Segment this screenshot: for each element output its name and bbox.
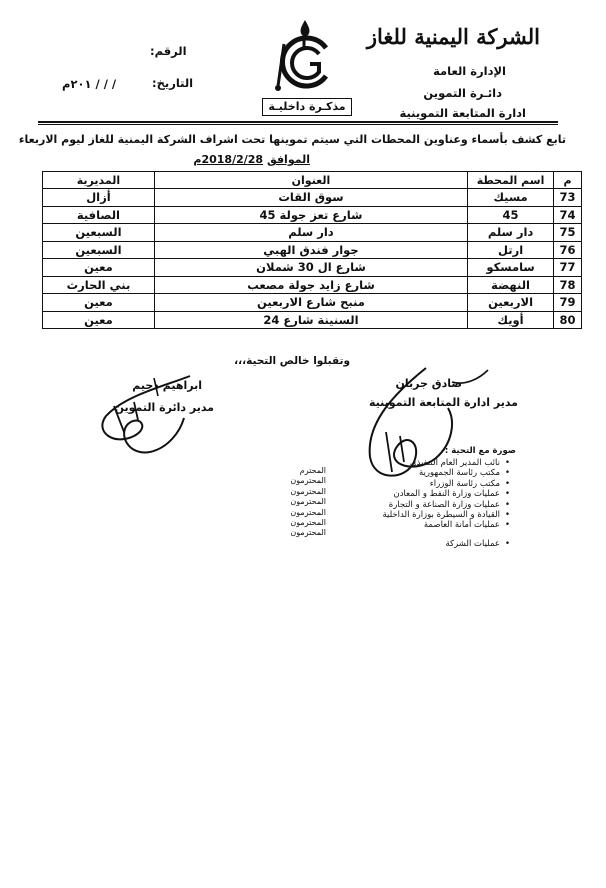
row-number: 80 bbox=[554, 311, 582, 329]
date-value: ٢٠١م / / / bbox=[62, 77, 117, 91]
row-address: منبح شارع الاربعين bbox=[154, 294, 467, 312]
table-row bbox=[43, 294, 582, 312]
row-station: الاربعين bbox=[468, 294, 554, 312]
header-district: المديرية bbox=[43, 172, 155, 189]
row-station: ارتل bbox=[468, 241, 554, 259]
table-row bbox=[43, 311, 582, 329]
company-name: الشركة اليمنية للغاز bbox=[366, 24, 540, 49]
list-item: • القيادة و السيطرة بوزارة الداخلية bbox=[360, 510, 510, 520]
row-number: 79 bbox=[554, 294, 582, 312]
supply-department: دائـرة التموين bbox=[423, 86, 502, 100]
table-row bbox=[43, 206, 582, 224]
company-logo-icon bbox=[272, 18, 338, 96]
header-divider-thin bbox=[38, 124, 558, 125]
row-address: شارع تعز جولة 45 bbox=[154, 206, 467, 224]
list-item: • عمليات وزارة النفط و المعادن bbox=[360, 489, 510, 499]
list-item: • عمليات أمانة العاصمة bbox=[360, 520, 510, 530]
signatory-right-title: مدير ادارة المتابعة التموينية bbox=[369, 396, 518, 409]
row-number: 75 bbox=[554, 224, 582, 242]
document-title: تابع كشف بأسماء وعناوين المحطات التي سيتم تموينها تحت اشراف الشركة اليمنية للغاز ليوم الاربعاء bbox=[18, 133, 566, 146]
date-label: التاريخ: bbox=[152, 76, 194, 90]
signatory-right-name: صادق جربان bbox=[395, 377, 462, 390]
list-item: المحترمون bbox=[290, 518, 326, 528]
list-item: المحترمون bbox=[290, 486, 326, 496]
row-number: 77 bbox=[554, 259, 582, 277]
row-address: السنينة شارع 24 bbox=[154, 311, 467, 329]
row-address: دار سلم bbox=[154, 224, 467, 242]
row-district: معين bbox=[43, 294, 155, 312]
row-address: جوار فندق الهبي bbox=[154, 241, 467, 259]
signatory-left-name: ابراهيم دحيم bbox=[132, 379, 202, 392]
row-address: شارع زايد جولة مصعب bbox=[154, 276, 467, 294]
table-row bbox=[43, 189, 582, 207]
list-item: • نائب المدير العام التنفيذي bbox=[360, 458, 510, 468]
row-address: سوق القات bbox=[154, 189, 467, 207]
row-station: سامسكو bbox=[468, 259, 554, 277]
row-station: 45 bbox=[468, 206, 554, 224]
header-address: العنوان bbox=[154, 172, 467, 189]
row-district: السبعين bbox=[43, 241, 155, 259]
header-station: اسم المحطة bbox=[468, 172, 554, 189]
general-administration: الإدارة العامة bbox=[433, 64, 506, 78]
stations-table bbox=[42, 171, 582, 329]
row-district: بني الحارث bbox=[43, 276, 155, 294]
left-signature-icon bbox=[94, 366, 204, 466]
row-station: دار سلم bbox=[468, 224, 554, 242]
list-item: المحترم bbox=[299, 466, 326, 475]
document-date-prefix: الموافق bbox=[266, 153, 310, 166]
row-district: الصافية bbox=[43, 206, 155, 224]
table-row bbox=[43, 224, 582, 242]
cc-list bbox=[360, 458, 510, 549]
row-address: شارع ال 30 شملان bbox=[154, 259, 467, 277]
follow-up-department: ادارة المتابعة التموينية bbox=[399, 106, 526, 120]
signatory-left-title: مدير دائرة التموين bbox=[114, 401, 214, 414]
list-item: • عمليات وزارة الصناعة و التجارة bbox=[360, 500, 510, 510]
list-item: المحترمون bbox=[290, 476, 326, 486]
cc-heading: صورة مع التحية :- bbox=[441, 446, 516, 456]
table-row bbox=[43, 241, 582, 259]
row-district: معين bbox=[43, 259, 155, 277]
list-item: • مكتب رئاسة الوزراء bbox=[360, 479, 510, 489]
list-item: المحترمون bbox=[290, 528, 326, 538]
row-number: 76 bbox=[554, 241, 582, 259]
row-number: 78 bbox=[554, 276, 582, 294]
list-item: المحترمون bbox=[290, 507, 326, 517]
reference-number-label: الرقم: bbox=[150, 44, 187, 58]
row-station: النهضة bbox=[468, 276, 554, 294]
list-item: • عمليات الشركة bbox=[360, 539, 510, 549]
table-row bbox=[43, 259, 582, 277]
row-station: مسيك bbox=[468, 189, 554, 207]
document-date bbox=[193, 153, 310, 166]
document-date-value: 2018/2/28م bbox=[193, 153, 264, 166]
header-number: م bbox=[554, 172, 582, 189]
closing-greeting: وتقبلوا خالص التحية،،، bbox=[234, 355, 350, 367]
row-number: 73 bbox=[554, 189, 582, 207]
row-number: 74 bbox=[554, 206, 582, 224]
row-district: أزال bbox=[43, 189, 155, 207]
internal-memo-label: مذكـرة داخليـة bbox=[262, 98, 352, 116]
row-district: معين bbox=[43, 311, 155, 329]
list-item: • مكتب رئاسة الجمهورية bbox=[360, 468, 510, 478]
row-station: أويك bbox=[468, 311, 554, 329]
header-divider bbox=[38, 121, 558, 123]
list-item: المحترمون bbox=[290, 497, 326, 507]
cc-responses bbox=[276, 466, 326, 539]
table-row bbox=[43, 276, 582, 294]
table-header-row bbox=[43, 172, 582, 189]
row-district: السبعين bbox=[43, 224, 155, 242]
